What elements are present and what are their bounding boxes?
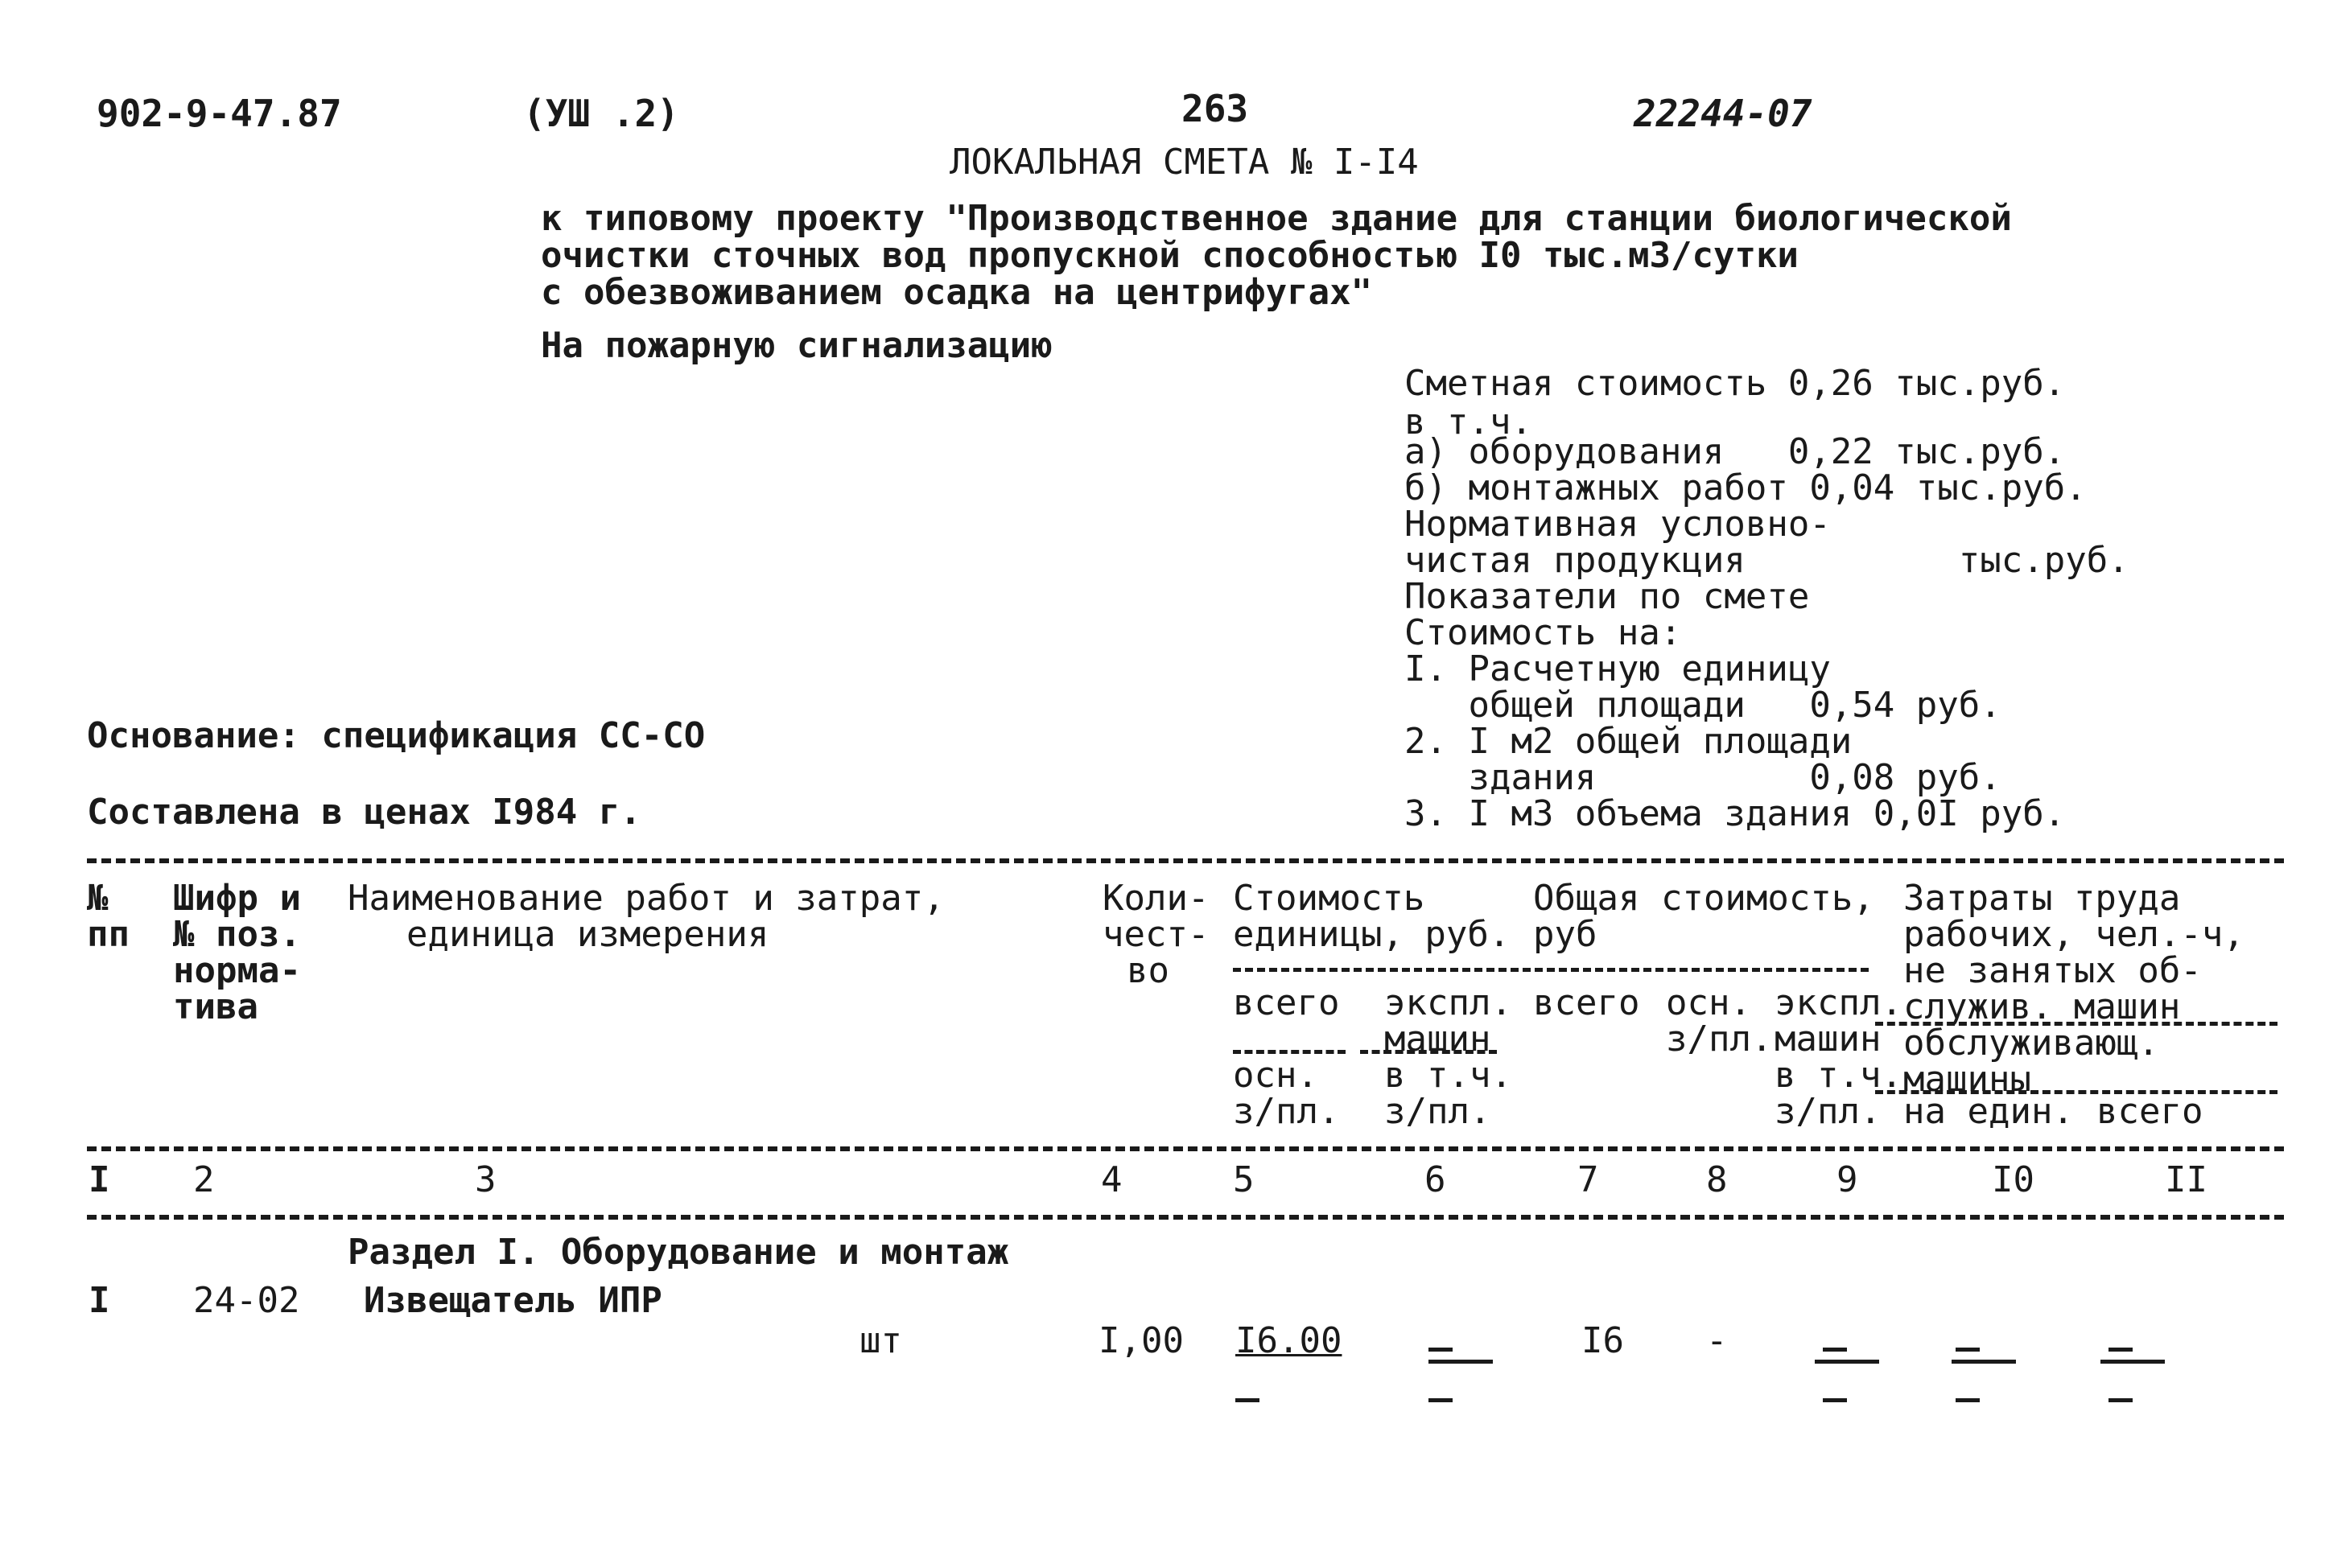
labor-header-5: обслуживающ. bbox=[1903, 1023, 2159, 1064]
labor-total: всего bbox=[2096, 1091, 2203, 1132]
cell-dash bbox=[1956, 1398, 1980, 1402]
cell-dash bbox=[2108, 1348, 2133, 1352]
labor-inner-rule bbox=[1875, 1022, 2277, 1026]
col2-header-c: норма- bbox=[173, 950, 301, 991]
sub5-basic-a: осн. bbox=[1233, 1055, 1318, 1096]
labor-header-2: рабочих, чел.-ч, bbox=[1903, 914, 2244, 955]
summary-line-12: здания 0,08 руб. bbox=[1404, 757, 2001, 798]
col4-header-b: чест- bbox=[1103, 914, 1210, 955]
summary-line-9: I. Расчетную единицу bbox=[1404, 648, 1831, 689]
column-numbers-bottom-rule bbox=[87, 1215, 2284, 1220]
project-line-1: к типовому проекту "Производственное здание для станции биологической bbox=[541, 198, 2012, 239]
cell-dash bbox=[1428, 1398, 1453, 1402]
col4-header-c: во bbox=[1127, 950, 1169, 991]
project-line-2: очистки сточных вод пропускной способностью I0 тыс.м3/сутки bbox=[541, 235, 1799, 276]
unit-cost-header-2: единицы, руб. bbox=[1233, 914, 1511, 955]
row-number: I bbox=[89, 1280, 110, 1321]
column-number-3: 3 bbox=[475, 1159, 497, 1200]
table-top-rule bbox=[87, 858, 2284, 863]
summary-line-1: Сметная стоимость 0,26 тыс.руб. bbox=[1404, 363, 2066, 404]
cell-dash bbox=[1428, 1360, 1493, 1364]
labor-header-4: служив. машин bbox=[1903, 986, 2181, 1027]
col2-header-d: тива bbox=[173, 986, 258, 1027]
summary-line-13: 3. I м3 объема здания 0,0I руб. bbox=[1404, 793, 2066, 834]
labor-header-3: не занятых об- bbox=[1903, 950, 2202, 991]
sub5-rule bbox=[1233, 1050, 1346, 1054]
column-number-10: I0 bbox=[1992, 1159, 2034, 1200]
cell-dash bbox=[1956, 1348, 1980, 1352]
estimate-subject: На пожарную сигнализацию bbox=[541, 325, 1053, 366]
column-number-9: 9 bbox=[1836, 1159, 1858, 1200]
sub9-machines-b: машин bbox=[1775, 1019, 1882, 1060]
cell-dash bbox=[2108, 1398, 2133, 1402]
prices-line: Составлена в ценах I984 г. bbox=[87, 792, 641, 833]
sub5-all: всего bbox=[1233, 982, 1340, 1023]
project-line-3: с обезвоживанием осадка на центрифугах" bbox=[541, 272, 1373, 313]
sub6-rule bbox=[1360, 1050, 1497, 1054]
summary-line-11: 2. I м2 общей площади bbox=[1404, 721, 1853, 762]
row-name: Извещатель ИПР bbox=[364, 1280, 662, 1321]
column-number-5: 5 bbox=[1233, 1159, 1255, 1200]
column-number-2: 2 bbox=[193, 1159, 215, 1200]
summary-line-6: чистая продукция тыс.руб. bbox=[1404, 540, 2129, 581]
cell-dash bbox=[1952, 1360, 2016, 1364]
page-number: 263 bbox=[1181, 87, 1249, 130]
sub6-machines-b: машин bbox=[1384, 1019, 1491, 1060]
summary-line-2: в т.ч. bbox=[1404, 401, 1532, 442]
col2-header-a: Шифр и bbox=[173, 878, 301, 919]
cell-dash bbox=[1815, 1360, 1879, 1364]
sub9-incl-b: з/пл. bbox=[1775, 1091, 1882, 1132]
summary-line-10: общей площади 0,54 руб. bbox=[1404, 685, 2001, 726]
total-cost-header-2: руб bbox=[1533, 914, 1597, 955]
sub8-basic-b: з/пл. bbox=[1666, 1019, 1773, 1060]
sub6-incl-b: з/пл. bbox=[1384, 1091, 1491, 1132]
row-quantity: I,00 bbox=[1099, 1320, 1184, 1361]
column-numbers-top-rule bbox=[87, 1146, 2284, 1151]
sub6-machines-a: экспл. bbox=[1384, 982, 1512, 1023]
row-basic-wage: - bbox=[1706, 1320, 1728, 1361]
sub5-basic-b: з/пл. bbox=[1233, 1091, 1340, 1132]
column-number-6: 6 bbox=[1424, 1159, 1446, 1200]
column-number-11: II bbox=[2165, 1159, 2207, 1200]
col3-header-b: единица измерения bbox=[406, 914, 769, 955]
row-total: I6 bbox=[1581, 1320, 1624, 1361]
col2-header-b: № поз. bbox=[173, 914, 301, 955]
labor-header-1: Затраты труда bbox=[1903, 878, 2181, 919]
header-inner-rule bbox=[1233, 968, 1869, 972]
total-cost-header: Общая стоимость, bbox=[1533, 878, 1874, 919]
sub7-all: всего bbox=[1533, 982, 1640, 1023]
cell-dash bbox=[2100, 1360, 2165, 1364]
column-number-7: 7 bbox=[1577, 1159, 1599, 1200]
row-unit: шт bbox=[859, 1320, 902, 1361]
labor-header-6: машины bbox=[1903, 1059, 2031, 1100]
volume-label: (УШ .2) bbox=[523, 92, 679, 135]
sub9-incl-a: в т.ч. bbox=[1775, 1055, 1902, 1096]
column-number-8: 8 bbox=[1706, 1159, 1728, 1200]
col3-header-a: Наименование работ и затрат, bbox=[348, 878, 945, 919]
cell-dash bbox=[1428, 1348, 1453, 1352]
cell-dash bbox=[1823, 1348, 1847, 1352]
summary-line-8: Стоимость на: bbox=[1404, 612, 1682, 653]
summary-line-3: а) оборудования 0,22 тыс.руб. bbox=[1404, 431, 2066, 472]
stamp-number: 22244-07 bbox=[1634, 92, 1812, 135]
sub8-basic-a: осн. bbox=[1666, 982, 1751, 1023]
cell-dash bbox=[1235, 1398, 1259, 1402]
unit-cost-header: Стоимость bbox=[1233, 878, 1425, 919]
row-unit-cost: I6.00 bbox=[1235, 1320, 1342, 1361]
col4-header-a: Коли- bbox=[1103, 878, 1210, 919]
row-code: 24-02 bbox=[193, 1280, 300, 1321]
document-code: 902-9-47.87 bbox=[97, 92, 342, 135]
column-number-1: I bbox=[89, 1159, 110, 1200]
summary-line-5: Нормативная условно- bbox=[1404, 504, 1831, 545]
cell-dash bbox=[1823, 1398, 1847, 1402]
labor-per-unit: на един. bbox=[1903, 1091, 2074, 1132]
sub9-machines-a: экспл. bbox=[1775, 982, 1902, 1023]
col1-header-a: № bbox=[87, 878, 109, 919]
col1-header-b: пп bbox=[87, 914, 130, 955]
column-number-4: 4 bbox=[1101, 1159, 1123, 1200]
summary-line-4: б) монтажных работ 0,04 тыс.руб. bbox=[1404, 467, 2087, 508]
section-title: Раздел I. Оборудование и монтаж bbox=[348, 1232, 1009, 1273]
page-title: ЛОКАЛЬНАЯ СМЕТА № I-I4 bbox=[950, 142, 1419, 183]
basis-line: Основание: спецификация СС-СО bbox=[87, 715, 706, 756]
sub6-incl-a: в т.ч. bbox=[1384, 1055, 1512, 1096]
summary-line-7: Показатели по смете bbox=[1404, 576, 1810, 617]
